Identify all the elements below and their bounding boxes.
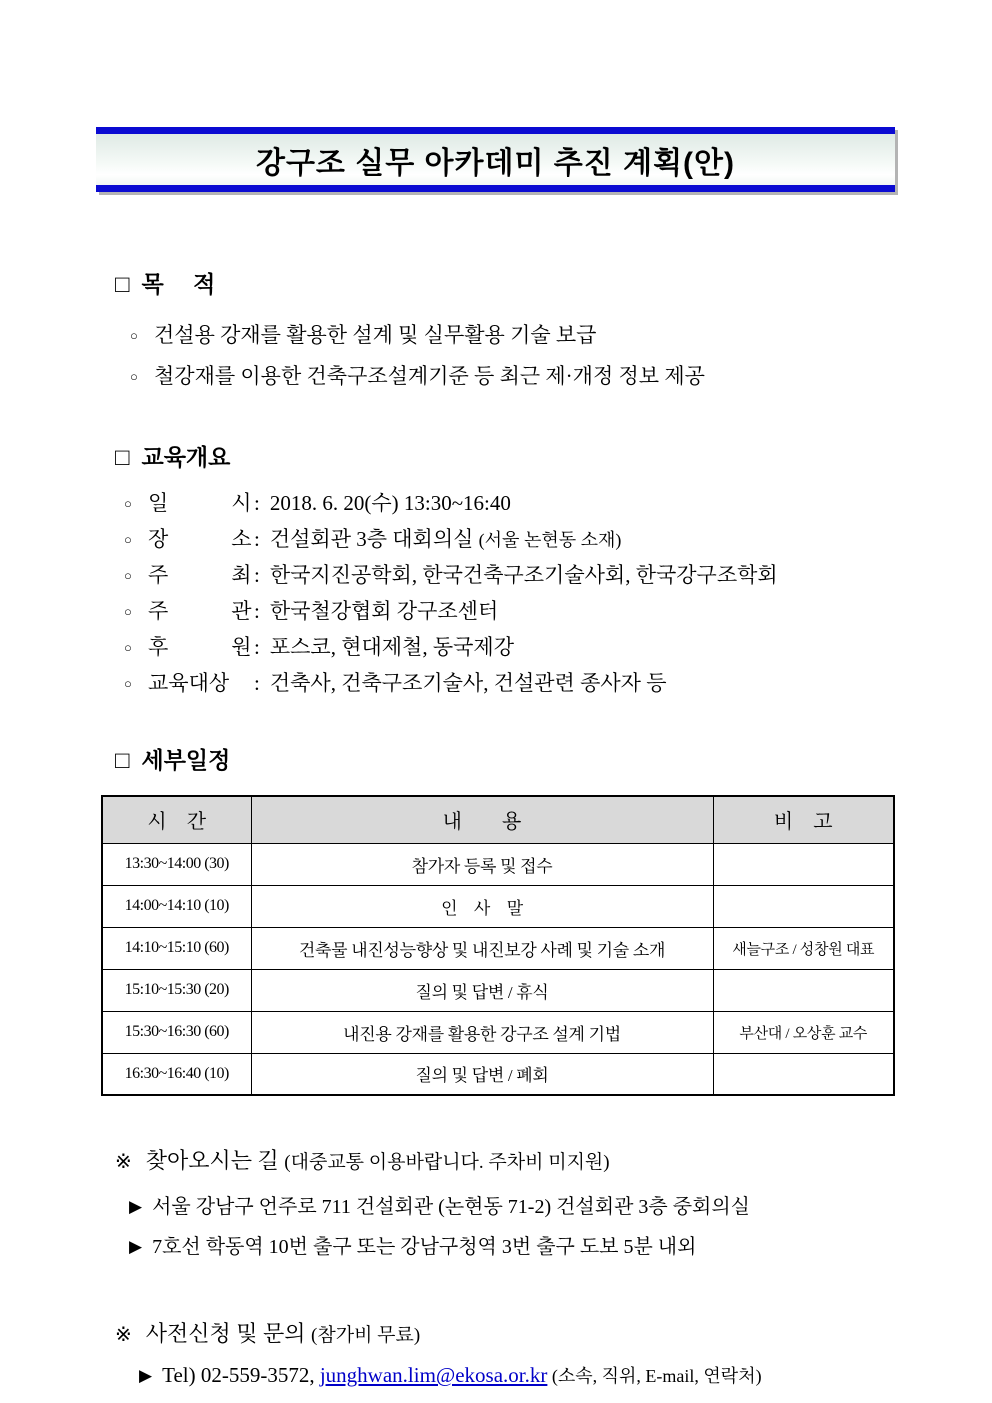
purpose-item: [130, 356, 895, 397]
section-purpose: [96, 266, 895, 397]
overview-item-value: 한국철강협회 강구조센터: [269, 599, 499, 623]
circle-bullet-icon: ○: [124, 676, 132, 691]
schedule-row: [102, 969, 894, 1011]
section-contact: [96, 1317, 895, 1388]
section-overview: [96, 439, 895, 702]
reference-mark-icon: ※: [115, 1151, 132, 1173]
overview-item-note: (서울 논현동 소재): [478, 530, 622, 550]
schedule-row: [102, 1053, 894, 1095]
overview-heading: [115, 439, 895, 472]
email-link[interactable]: junghwan.lim@ekosa.or.kr: [319, 1363, 548, 1387]
circle-bullet-icon: ○: [124, 604, 132, 619]
overview-item-label: 주 관: [148, 599, 252, 623]
schedule-header-content: 내 용: [251, 796, 713, 843]
overview-item-value: 건축사, 건축구조기술사, 건설관련 종사자 등: [269, 671, 667, 695]
arrow-bullet-icon: ▶: [139, 1366, 153, 1385]
contact-email-note: (소속, 직위, E-mail, 연락처): [547, 1366, 762, 1386]
purpose-heading: [115, 266, 895, 299]
contact-heading-note: (참가비 무료): [311, 1325, 421, 1346]
overview-item-colon: :: [254, 491, 260, 515]
overview-item-colon: :: [254, 635, 260, 659]
contact-tel-line: [139, 1362, 895, 1388]
overview-item-value: 포스코, 현대제철, 동국제강: [269, 635, 514, 659]
square-bullet-icon: □: [115, 271, 130, 298]
schedule-row: [102, 843, 894, 885]
directions-heading-label: 찾아오시는 길: [145, 1148, 279, 1173]
schedule-row: [102, 1011, 894, 1053]
schedule-content-cell: 질의 및 답변 / 휴식: [251, 969, 713, 1011]
schedule-content-cell: 인 사 말: [251, 885, 713, 927]
schedule-content-cell: 건축물 내진성능향상 및 내진보강 사례 및 기술 소개: [251, 927, 713, 969]
directions-list: [129, 1187, 895, 1267]
circle-bullet-icon: ○: [130, 369, 138, 384]
schedule-note-cell: [713, 1053, 894, 1095]
title-banner: [96, 127, 895, 192]
directions-item-text: 7호선 학동역 10번 출구 또는 강남구청역 3번 출구 도보 5분 내외: [152, 1236, 697, 1258]
schedule-header-time: 시 간: [102, 796, 251, 843]
overview-item-label: 장 소: [148, 527, 252, 551]
schedule-time-cell: 15:30~16:30 (60): [102, 1011, 251, 1053]
overview-item-colon: :: [254, 527, 260, 551]
directions-heading: [115, 1144, 895, 1175]
schedule-note-cell: [713, 843, 894, 885]
reference-mark-icon: ※: [115, 1324, 132, 1346]
document-title: 강구조 실무 아카데미 추진 계획(안): [255, 146, 736, 180]
overview-item: [124, 522, 895, 558]
schedule-time-cell: 16:30~16:40 (10): [102, 1053, 251, 1095]
overview-item-value: 건설회관 3층 대회의실: [269, 527, 474, 551]
schedule-note-cell: 새늘구조 / 성창원 대표: [713, 927, 894, 969]
contact-tel-label: Tel) 02-559-3572,: [162, 1363, 320, 1387]
schedule-note-cell: [713, 885, 894, 927]
overview-item: [124, 558, 895, 594]
contact-heading-label: 사전신청 및 문의: [145, 1321, 306, 1346]
overview-item-label: 주 최: [148, 563, 252, 587]
schedule-heading-label: 세부일정: [141, 747, 231, 773]
circle-bullet-icon: ○: [124, 532, 132, 547]
overview-item-label: 교육대상: [148, 671, 230, 695]
schedule-content-cell: 질의 및 답변 / 폐회: [251, 1053, 713, 1095]
schedule-header-row: [102, 796, 894, 843]
overview-item-value: 2018. 6. 20(수) 13:30~16:40: [269, 491, 511, 515]
contact-heading: [115, 1317, 895, 1348]
purpose-heading-label: 목 적: [141, 271, 216, 297]
directions-item: [129, 1227, 895, 1267]
overview-heading-label: 교육개요: [141, 444, 231, 470]
overview-item-colon: :: [254, 563, 260, 587]
section-schedule: [96, 742, 895, 1096]
purpose-list: [130, 315, 895, 397]
section-directions: [96, 1144, 895, 1267]
circle-bullet-icon: ○: [124, 496, 132, 511]
schedule-note-cell: 부산대 / 오상훈 교수: [713, 1011, 894, 1053]
schedule-heading: [115, 742, 895, 775]
circle-bullet-icon: ○: [130, 328, 138, 343]
arrow-bullet-icon: ▶: [129, 1197, 143, 1216]
schedule-content-cell: 참가자 등록 및 접수: [251, 843, 713, 885]
schedule-time-cell: 14:10~15:10 (60): [102, 927, 251, 969]
overview-list: [124, 486, 895, 702]
purpose-item: [130, 315, 895, 356]
schedule-time-cell: 13:30~14:00 (30): [102, 843, 251, 885]
purpose-item-text: 철강재를 이용한 건축구조설계기준 등 최근 제·개정 정보 제공: [154, 364, 705, 388]
square-bullet-icon: □: [115, 747, 130, 774]
overview-item-colon: :: [254, 671, 260, 695]
schedule-note-cell: [713, 969, 894, 1011]
directions-item-text: 서울 강남구 언주로 711 건설회관 (논현동 71-2) 건설회관 3층 중회의실: [152, 1196, 750, 1218]
overview-item-colon: :: [254, 599, 260, 623]
circle-bullet-icon: ○: [124, 568, 132, 583]
overview-item-label: 후 원: [148, 635, 252, 659]
circle-bullet-icon: ○: [124, 640, 132, 655]
schedule-row: [102, 885, 894, 927]
overview-item-value: 한국지진공학회, 한국건축구조기술사회, 한국강구조학회: [269, 563, 778, 587]
arrow-bullet-icon: ▶: [129, 1237, 143, 1256]
schedule-row: [102, 927, 894, 969]
purpose-item-text: 건설용 강재를 활용한 설계 및 실무활용 기술 보급: [154, 323, 597, 347]
schedule-time-cell: 14:00~14:10 (10): [102, 885, 251, 927]
directions-item: [129, 1187, 895, 1227]
overview-item: [124, 666, 895, 702]
schedule-table: [101, 795, 895, 1096]
square-bullet-icon: □: [115, 444, 130, 471]
schedule-header-note: 비 고: [713, 796, 894, 843]
overview-item: [124, 486, 895, 522]
overview-item-label: 일 시: [148, 491, 252, 515]
overview-item: [124, 594, 895, 630]
overview-item: [124, 630, 895, 666]
schedule-content-cell: 내진용 강재를 활용한 강구조 설계 기법: [251, 1011, 713, 1053]
directions-heading-note: (대중교통 이용바랍니다. 주차비 미지원): [284, 1152, 610, 1173]
schedule-time-cell: 15:10~15:30 (20): [102, 969, 251, 1011]
